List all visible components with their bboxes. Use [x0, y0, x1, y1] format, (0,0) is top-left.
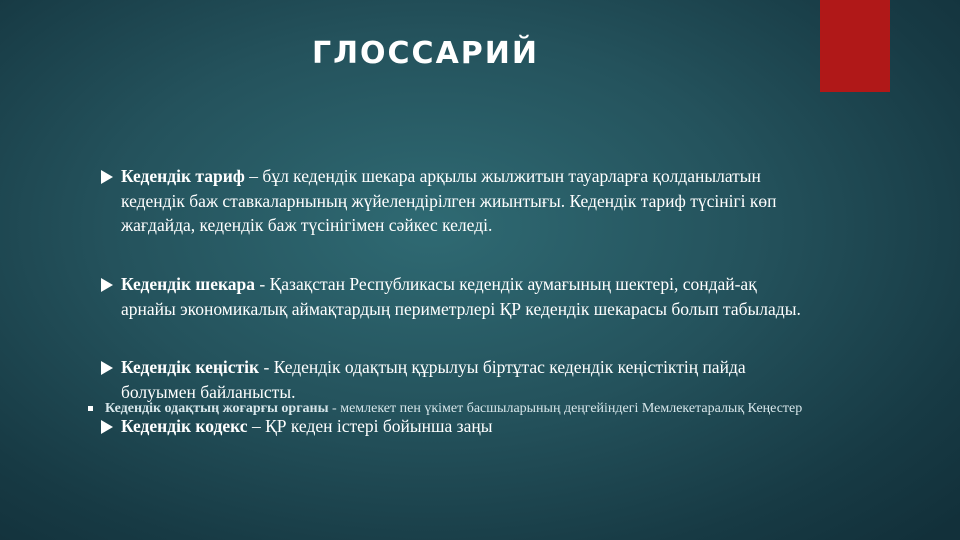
- overlay-glossary-item: [88, 400, 808, 418]
- glossary-item-customs-tariff: [101, 164, 801, 238]
- glossary-definition: Кедендік одақтың құрылуы біртұтас кедендік кеңістіктің пайда болуымен байланысты.: [121, 357, 746, 402]
- glossary-separator: –: [247, 416, 266, 436]
- glossary-separator: –: [244, 166, 263, 186]
- triangle-arrow-icon: [101, 420, 113, 434]
- glossary-definition: мемлекет пен үкімет басшыларының деңгейіндегі Мемлекетаралық Кеңестер: [340, 401, 803, 416]
- glossary-term: Кедендік кодекс: [121, 416, 248, 436]
- glossary-term: Кедендік кеңістік: [121, 357, 260, 377]
- glossary-term: Кедендік одақтың жоғарғы органы: [105, 401, 329, 416]
- slide-title: ГЛОССАРИЙ: [312, 36, 539, 71]
- glossary-item-customs-border: [101, 272, 801, 321]
- glossary-item-customs-space: [101, 355, 801, 404]
- triangle-arrow-icon: [101, 278, 113, 292]
- accent-bar: [820, 0, 890, 92]
- glossary-term: Кедендік шекара: [121, 274, 256, 294]
- glossary-definition: Қазақстан Республикасы кедендік аумағының шектері, сондай-ақ арнайы экономикалық аймақтардың периметрлері ҚР кедендік шекарасы болып табылады.: [121, 274, 801, 319]
- square-bullet-icon: [88, 406, 93, 411]
- glossary-item-text: [121, 355, 801, 404]
- triangle-arrow-icon: [101, 361, 113, 375]
- glossary-item-text: [105, 400, 808, 418]
- glossary-definition: бұл кедендік шекара арқылы жылжитын тауарларға қолданылатын кедендік баж ставкаларнының жүйелендірілген жиынтығы. Кедендік тариф түсінігі көп жағдайда, кедендік баж түсінігімен сәйкес келеді.: [121, 166, 777, 236]
- glossary-separator: -: [259, 357, 274, 377]
- triangle-arrow-icon: [101, 170, 113, 184]
- glossary-definition: ҚР кеден істері бойынша заңы: [265, 416, 493, 436]
- glossary-term: Кедендік тариф: [121, 166, 245, 186]
- glossary-item-text: [121, 164, 801, 238]
- glossary-item-text: [121, 272, 801, 321]
- glossary-separator: -: [328, 401, 341, 416]
- glossary-separator: -: [255, 274, 270, 294]
